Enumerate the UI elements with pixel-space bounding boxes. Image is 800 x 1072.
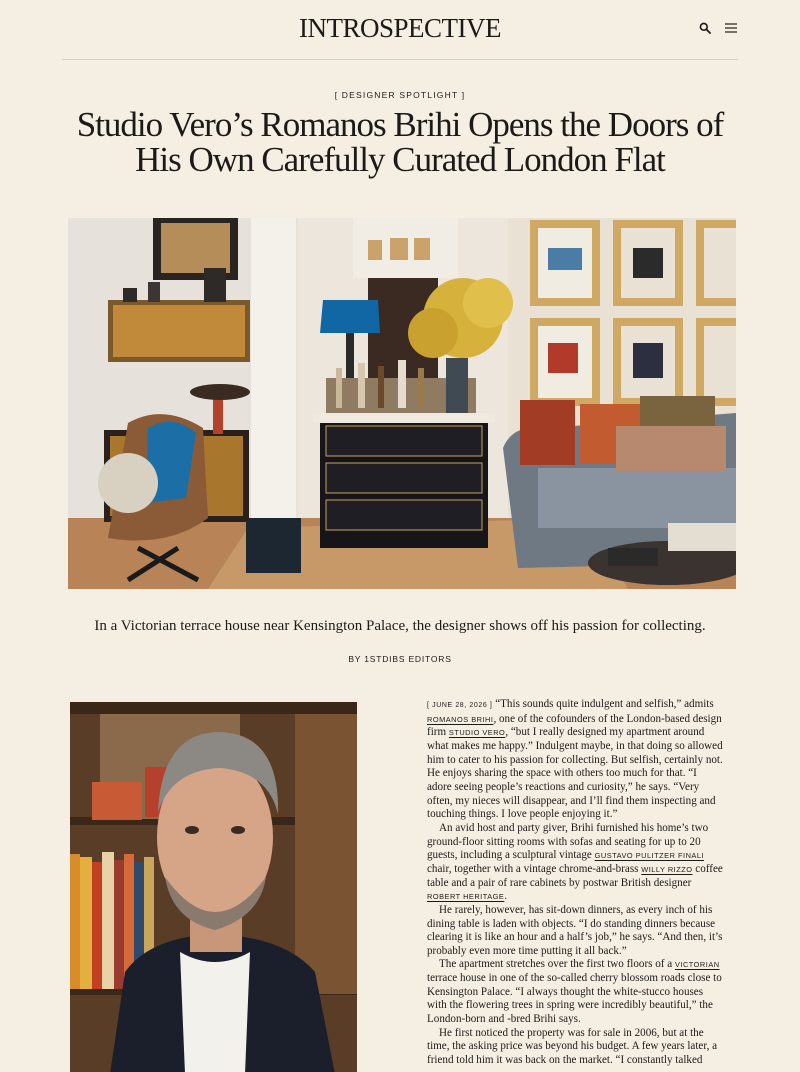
site-logo[interactable]: INTROSPECTIVE: [299, 13, 501, 43]
paragraph-text: chair, together with a vintage chrome-and-brass: [427, 862, 639, 875]
link-willy-rizzo[interactable]: WILLY RIZZO: [641, 864, 693, 874]
paragraph-text: The apartment stretches over the first two floors of a: [439, 958, 673, 971]
paragraph-3: He rarely, however, has sit-down dinners, as every inch of his dining table is laden with objects. “I do standing dinners because clearing it is like an hour and a half’s job,” he says. “And then, it’s probably even more time putting it all back.”: [427, 903, 723, 957]
menu-icon[interactable]: [722, 19, 740, 37]
paragraph-4: [427, 958, 723, 1026]
link-robert-heritage[interactable]: ROBERT HERITAGE: [427, 892, 505, 902]
paragraph-text: , “but I really designed my apartment around what makes me happy.” Indulgent maybe, in that doing so allowed him to cater to his passion for collecting. But selfish, certainly not. He enjoys sharing the space with others too much for that. “I adore seeing people’s reactions and curiosity,” he says. “Very often, my nieces will disappear, and I’ll find them inspecting and touching things. I love people enjoying it.”: [427, 726, 723, 821]
link-romanos-brihi[interactable]: ROMANOS BRIHI: [427, 714, 494, 724]
paragraph-2: [427, 822, 723, 904]
article-date: [ JUNE 28, 2026 ]: [427, 702, 493, 709]
paragraph-text: , one of the cofounders of the London-based design firm: [427, 712, 722, 739]
hero-image: [68, 218, 736, 589]
link-studio-vero[interactable]: STUDIO VERO: [448, 728, 506, 738]
paragraph-text: An avid host and party giver, Brihi furnished his home’s two ground-floor sitting rooms with sofas and seating for up to 20 guests, including a sculptural vintage: [427, 821, 709, 862]
article-title: Studio Vero’s Romanos Brihi Opens the Doors of His Own Carefully Curated London Flat: [76, 105, 724, 179]
link-gustavo-pulitzer-finali[interactable]: GUSTAVO PULITZER FINALI: [594, 851, 704, 861]
paragraph-text: coffee table and a pair of rare cabinets by postwar British designer: [427, 862, 723, 889]
article-dek: In a Victorian terrace house near Kensington Palace, the designer shows off his passion for collecting.: [94, 618, 706, 634]
article-body: [427, 698, 723, 1068]
portrait-photo: [70, 702, 357, 1072]
paragraph-text: “This sounds quite indulgent and selfish,” admits: [495, 698, 714, 710]
search-icon[interactable]: [696, 19, 714, 37]
article-byline[interactable]: BY 1STDIBS EDITORS: [348, 654, 452, 664]
paragraph-5: He first noticed the property was for sale in 2006, but at the time, the asking price was beyond his budget. A few years later, a friend told him it was back on the market. “I constantly talked: [427, 1026, 718, 1067]
site-header: [62, 0, 738, 60]
paragraph-text: .: [504, 890, 508, 903]
paragraph-text: terrace house in one of the so-called cherry blossom roads close to Kensington Palace. “I always thought the white-stucco houses with the flowering trees in spring were incredibly beautiful,” the London-born and -bred Brihi says.: [427, 972, 722, 1026]
article-category[interactable]: [ DESIGNER SPOTLIGHT ]: [334, 90, 466, 100]
link-victorian[interactable]: VICTORIAN: [674, 960, 720, 970]
paragraph-1: [427, 698, 723, 822]
header-actions: [696, 19, 740, 37]
